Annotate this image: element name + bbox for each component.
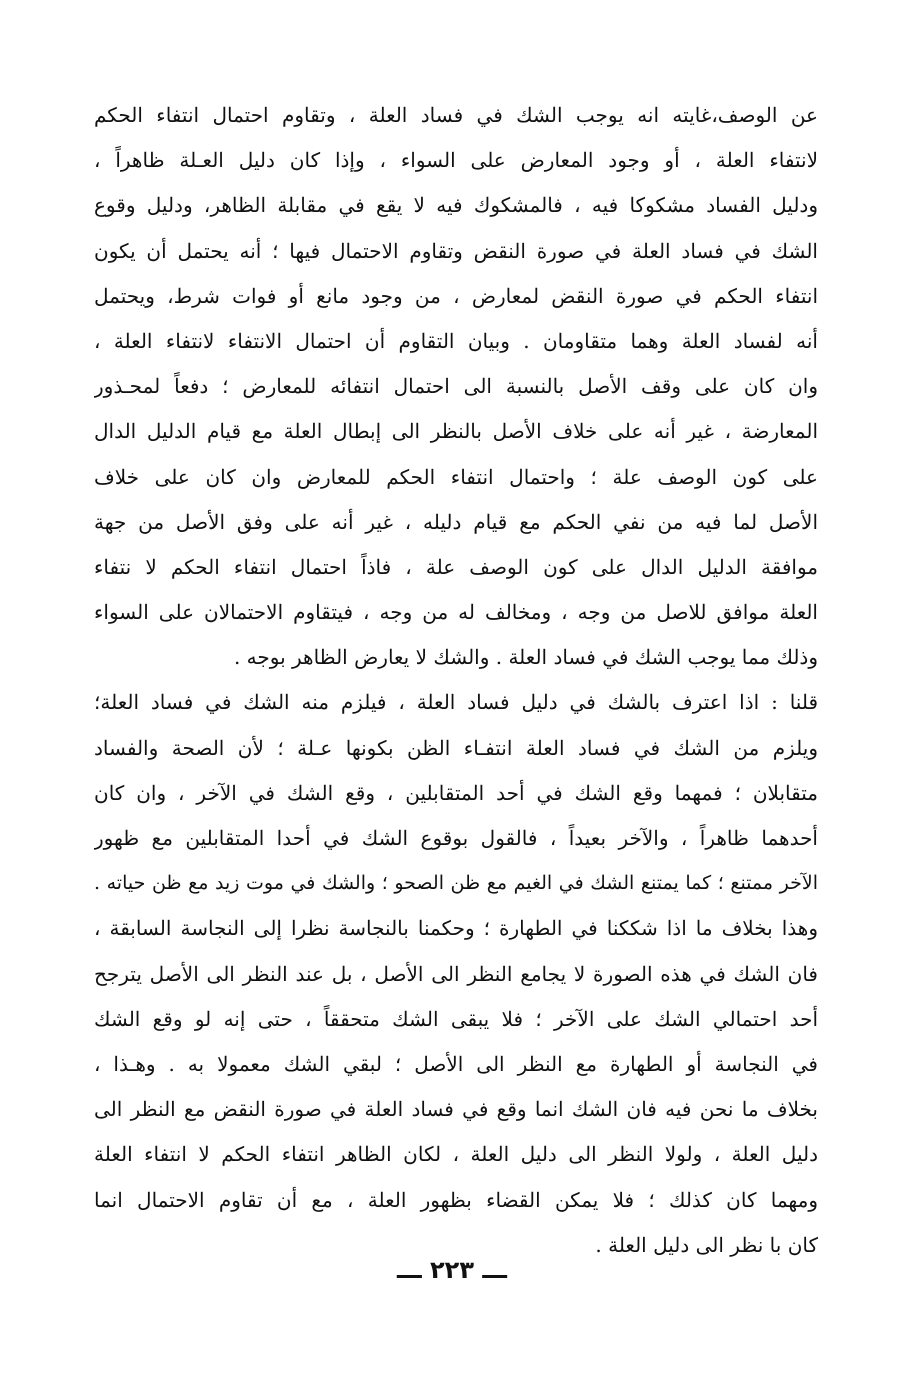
page-body-text xyxy=(94,93,818,1268)
text-line: موافقة الدليل الدال على كون الوصف علة ، فاذاً احتمال انتفاء الحكم لا نتفاء xyxy=(94,554,818,579)
page-number: ـــ ٢٢٣ ـــ xyxy=(397,1256,507,1284)
text-line: دليل العلة ، ولولا النظر الى دليل العلة ، لكان الظاهر انتفاء الحكم لا انتفاء العلة xyxy=(94,1142,818,1167)
text-line: متقابلان ؛ فمهما وقع الشك في أحد المتقابلين ، وقع الشك في الآخر ، وان كان xyxy=(94,780,818,805)
text-line: أحد احتمالي الشك على الآخر ؛ فلا يبقى الشك متحققاً ، حتى إنه لو وقع الشك xyxy=(94,1006,818,1031)
text-line: أحدهما ظاهراً ، والآخر بعيداً ، فالقول بوقوع الشك في أحدا المتقابلين مع ظهور xyxy=(94,826,818,850)
text-line: فان الشك في هذه الصورة لا يجامع النظر الى الأصل ، بل عند النظر الى الأصل يترجح xyxy=(94,961,818,986)
text-line: انتفاء الحكم في صورة النقض لمعارض ، من وجود مانع أو فوات شرط، ويحتمل xyxy=(94,283,818,308)
text-line: المعارضة ، غير أنه على خلاف الأصل بالنظر الى إبطال العلة مع قيام الدليل الدال xyxy=(94,419,818,444)
text-line: كان با نظر الى دليل العلة . xyxy=(595,1232,818,1257)
text-line: وان كان على وقف الأصل بالنسبة الى احتمال انتفائه للمعارض ؛ دفعاً لمحـذور xyxy=(94,374,818,399)
text-line: العلة موافق للاصل من وجه ، ومخالف له من وجه ، فيتقاوم الاحتمالان على السواء xyxy=(94,600,818,625)
text-line: في النجاسة أو الطهارة مع النظر الى الأصل ؛ لبقي الشك معمولا به . وهـذا ، xyxy=(94,1051,818,1076)
text-line: بخلاف ما نحن فيه فان الشك انما وقع في فساد العلة في صورة النقض مع النظر الى xyxy=(94,1097,818,1122)
text-line: وذلك مما يوجب الشك في فساد العلة . والشك لا يعارض الظاهر بوجه . xyxy=(233,645,818,670)
text-line: الآخر ممتنع ؛ كما يمتنع الشك في الغيم مع ظن الصحو ؛ والشك في موت زيد مع ظن حياته . xyxy=(94,872,818,895)
text-line: الأصل لما فيه من نفي الحكم مع قيام دليله ، غير أنه على وفق الأصل من جهة xyxy=(94,509,818,534)
text-line: عن الوصف،غايته انه يوجب الشك في فساد العلة ، وتقاوم احتمال انتفاء الحكم xyxy=(94,103,818,127)
text-line: وهذا بخلاف ما اذا شككنا في الطهارة ؛ وحكمنا بالنجاسة نظرا إلى النجاسة السابقة ، xyxy=(94,916,818,941)
text-line: قلنا : اذا اعترف بالشك في دليل فساد العلة ، فيلزم منه الشك في فساد العلة؛ xyxy=(94,690,818,715)
text-line: ودليل الفساد مشكوكا فيه ، فالمشكوك فيه لا يقع في مقابلة الظاهر، ودليل وقوع xyxy=(94,193,818,218)
text-line: ومهما كان كذلك ؛ فلا يمكن القضاء بظهور العلة ، مع أن تقاوم الاحتمال انما xyxy=(94,1187,818,1212)
text-line: ويلزم من الشك في فساد العلة انتفـاء الظن بكونها عـلة ؛ لأن الصحة والفساد xyxy=(94,735,818,760)
text-line: أنه لفساد العلة وهما متقاومان . وبيان التقاوم أن احتمال الانتفاء لانتفاء العلة ، xyxy=(94,328,818,353)
text-line: على كون الوصف علة ؛ واحتمال انتفاء الحكم للمعارض وان كان على خلاف xyxy=(94,464,818,489)
text-line: لانتفاء العلة ، أو وجود المعارض على السواء ، وإذا كان دليل العـلة ظاهراً ، xyxy=(94,148,818,173)
text-line: الشك في فساد العلة في صورة النقض وتقاوم الاحتمال فيها ؛ أنه يحتمل أن يكون xyxy=(94,238,818,263)
